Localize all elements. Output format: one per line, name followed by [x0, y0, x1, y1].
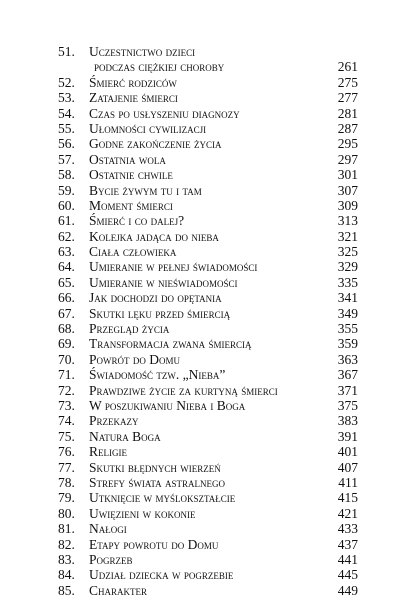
toc-entry-title: Ostatnie chwile [89, 167, 173, 183]
toc-entry-number: 56. [58, 136, 75, 152]
toc-entry-number: 64. [58, 259, 75, 275]
toc-entry [58, 398, 358, 413]
toc-entry-number: 80. [58, 505, 75, 521]
toc-entry-number: 79. [58, 490, 75, 506]
toc-entry-title: Ułomności cywilizacji [89, 120, 207, 136]
toc-entry-number: 54. [58, 105, 75, 121]
toc-entry-page-number: 371 [337, 382, 358, 398]
toc-entry-number: 67. [58, 305, 75, 321]
toc-entry [58, 521, 358, 536]
toc-entry-number: 71. [58, 367, 75, 383]
toc-entry-page-number: 433 [337, 521, 358, 537]
toc-entry-number: 72. [58, 382, 75, 398]
toc-entry-number: 83. [58, 551, 75, 567]
toc-entry-number: 60. [58, 197, 75, 213]
toc-entry-page-number: 261 [337, 59, 358, 75]
toc-entry [58, 59, 358, 74]
toc-entry-page-number: 277 [337, 90, 358, 106]
toc-entry [58, 44, 358, 59]
toc-entry [58, 259, 358, 274]
toc-entry-title: Udział dziecka w pogrzebie [89, 567, 234, 583]
toc-entry-number: 63. [58, 244, 75, 260]
toc-entry-title: W poszukiwaniu Nieba i Boga [89, 397, 246, 413]
toc-entry-title: podczas ciężkiej choroby [94, 59, 225, 75]
toc-entry [58, 367, 358, 382]
toc-entry-title: Przegląd życia [89, 321, 170, 337]
toc-entry-page-number: 383 [337, 413, 358, 429]
toc-entry [58, 537, 358, 552]
toc-entry-page-number: 375 [337, 397, 358, 413]
toc-entry-number: 58. [58, 167, 75, 183]
toc-entry-title: Ostatnia wola [89, 151, 166, 167]
toc-entry-number: 57. [58, 151, 75, 167]
toc-entry-page-number: 341 [337, 290, 358, 306]
toc-entry-number: 69. [58, 336, 75, 352]
toc-entry-number: 52. [58, 74, 75, 90]
toc-entry-page-number: 275 [337, 74, 358, 90]
toc-entry-number: 81. [58, 521, 75, 537]
toc-entry-page-number: 281 [337, 105, 358, 121]
toc-entry-number: 75. [58, 428, 75, 444]
toc-entry-page-number: 441 [337, 551, 358, 567]
toc-entry-title: Uwięzieni w kokonie [89, 505, 196, 521]
toc-entry-page-number: 313 [337, 213, 358, 229]
toc-entry-number: 84. [58, 567, 75, 583]
toc-entry-title: Skutki lęku przed śmiercią [89, 305, 231, 321]
toc-entry [58, 383, 358, 398]
toc-entry-number: 68. [58, 321, 75, 337]
toc-entry-number: 82. [58, 536, 75, 552]
toc-entry-page-number: 335 [337, 274, 358, 290]
toc-entry [58, 567, 358, 582]
toc-entry-title: Powrót do Domu [89, 351, 181, 367]
toc-entry-page-number: 445 [337, 567, 358, 583]
toc-entry-number: 59. [58, 182, 75, 198]
toc-entry [58, 167, 358, 182]
toc-entry [58, 490, 358, 505]
toc-entry-page-number: 363 [337, 351, 358, 367]
toc-entry [58, 460, 358, 475]
toc-entry-number: 66. [58, 290, 75, 306]
toc-entry-number: 62. [58, 228, 75, 244]
toc-entry [58, 475, 358, 490]
toc-entry [58, 413, 358, 428]
toc-entry-page-number: 307 [337, 182, 358, 198]
toc-entry-title: Skutki błędnych wierzeń [89, 459, 221, 475]
toc-entry-title: Uczestnictwo dzieci [89, 44, 196, 59]
toc-entry [58, 213, 358, 228]
table-of-contents [58, 44, 358, 598]
toc-entry [58, 275, 358, 290]
toc-entry-page-number: 437 [337, 536, 358, 552]
toc-entry-page-number: 411 [338, 474, 358, 490]
toc-entry [58, 444, 358, 459]
toc-entry-title: Moment śmierci [89, 197, 173, 213]
toc-entry-number: 65. [58, 274, 75, 290]
toc-entry [58, 306, 358, 321]
toc-entry [58, 244, 358, 259]
toc-entry [58, 321, 358, 336]
toc-entry-title: Etapy powrotu do Domu [89, 536, 219, 552]
toc-entry-page-number: 309 [337, 197, 358, 213]
toc-entry [58, 429, 358, 444]
toc-entry-number: 73. [58, 397, 75, 413]
toc-entry-number: 74. [58, 413, 75, 429]
toc-entry-page-number: 359 [337, 336, 358, 352]
toc-entry-title: Pogrzeb [89, 551, 133, 567]
toc-entry-title: Godne zakończenie życia [89, 136, 222, 152]
toc-entry-title: Śmierć i co dalej? [89, 213, 185, 229]
toc-entry-page-number: 287 [337, 120, 358, 136]
toc-entry-title: Przekazy [89, 413, 139, 429]
toc-entry-title: Świadomość tzw. „Nieba” [89, 367, 226, 383]
toc-entry [58, 136, 358, 151]
toc-entry-title: Nałogi [89, 521, 127, 537]
toc-entry-number: 85. [58, 582, 75, 598]
toc-entry-number: 77. [58, 459, 75, 475]
toc-entry-page-number: 407 [337, 459, 358, 475]
toc-entry-title: Zatajenie śmierci [89, 90, 178, 106]
toc-entry-page-number: 297 [337, 151, 358, 167]
toc-entry-title: Prawdziwe życie za kurtyną śmierci [89, 382, 278, 398]
toc-entry-title: Transformacja zwana śmiercią [89, 336, 252, 352]
toc-entry-title: Utknięcie w myślokształcie [89, 490, 236, 506]
toc-entry-number: 55. [58, 120, 75, 136]
toc-entry [58, 336, 358, 351]
toc-entry [58, 183, 358, 198]
toc-entry-page-number: 449 [337, 582, 358, 598]
toc-entry-page-number: 415 [337, 490, 358, 506]
toc-entry [58, 121, 358, 136]
toc-entry [58, 75, 358, 90]
toc-entry-number: 61. [58, 213, 75, 229]
toc-entry-title: Bycie żywym tu i tam [89, 182, 202, 198]
toc-entry-title: Natura Boga [89, 428, 161, 444]
toc-entry-number: 76. [58, 444, 75, 460]
toc-entry [58, 352, 358, 367]
toc-entry-page-number: 355 [337, 321, 358, 337]
toc-entry-page-number: 349 [337, 305, 358, 321]
toc-entry-page-number: 325 [337, 244, 358, 260]
toc-entry [58, 90, 358, 105]
toc-entry-title: Religie [89, 444, 127, 460]
toc-entry [58, 229, 358, 244]
toc-entry-title: Umieranie w pełnej świadomości [89, 259, 258, 275]
toc-entry-page-number: 295 [337, 136, 358, 152]
toc-entry-page-number: 401 [337, 444, 358, 460]
toc-entry-title: Jak dochodzi do opętania [89, 290, 222, 306]
toc-entry-number: 78. [58, 474, 75, 490]
toc-entry-number: 51. [58, 44, 75, 59]
toc-entry-page-number: 367 [337, 367, 358, 383]
toc-entry [58, 583, 358, 598]
toc-entry-title: Strefy świata astralnego [89, 474, 226, 490]
toc-entry-title: Charakter [89, 582, 148, 598]
toc-entry-title: Umieranie w nieświadomości [89, 274, 238, 290]
toc-entry [58, 106, 358, 121]
toc-entry [58, 506, 358, 521]
toc-entry-title: Śmierć rodziców [89, 74, 177, 90]
toc-entry-page-number: 421 [337, 505, 358, 521]
toc-entry [58, 290, 358, 305]
toc-entry-number: 53. [58, 90, 75, 106]
toc-entry-page-number: 329 [337, 259, 358, 275]
toc-entry-page-number: 321 [337, 228, 358, 244]
toc-entry-page-number: 391 [337, 428, 358, 444]
toc-entry-page-number: 301 [337, 167, 358, 183]
toc-entry [58, 152, 358, 167]
toc-entry-number: 70. [58, 351, 75, 367]
toc-entry [58, 198, 358, 213]
toc-entry-title: Czas po usłyszeniu diagnozy [89, 105, 240, 121]
toc-entry-title: Kolejka jadąca do nieba [89, 228, 219, 244]
toc-entry-title: Ciała człowieka [89, 244, 177, 260]
toc-entry [58, 552, 358, 567]
